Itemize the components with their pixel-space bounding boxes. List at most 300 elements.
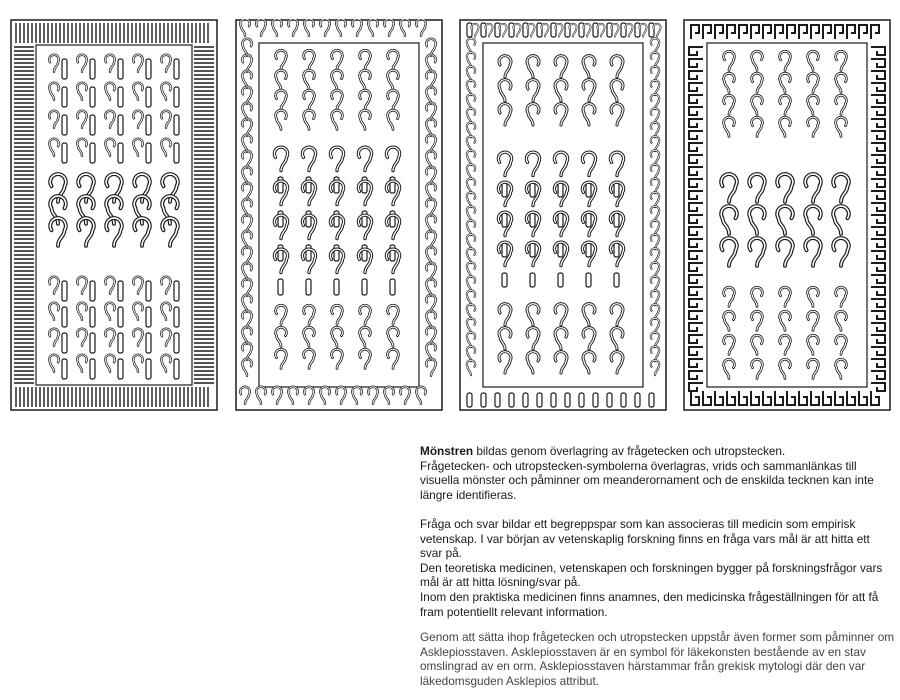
meander-segment: [871, 239, 885, 247]
question-mark-shape: [808, 311, 819, 330]
question-mark-shape: [527, 328, 539, 349]
question-mark-shape: [651, 360, 659, 375]
question-mark-shape: [242, 199, 252, 216]
question-mark-shape: [526, 152, 539, 175]
question-mark-shape: [388, 349, 399, 368]
exclamation-bar: [509, 393, 514, 407]
question-mark-shape: [467, 290, 475, 305]
meander-segment: [871, 167, 885, 175]
description-paragraph-2: [420, 517, 895, 619]
meander-segment: [689, 203, 703, 211]
meander-segment: [847, 391, 855, 405]
exclamation-bar: [481, 393, 486, 407]
question-mark-shape: [105, 303, 115, 320]
exclamation-bar: [146, 281, 151, 301]
meander-segment: [775, 25, 783, 39]
meander-segment: [835, 391, 843, 405]
question-mark-shape: [304, 90, 315, 109]
question-mark-shape: [426, 183, 436, 200]
question-mark-shape: [651, 290, 659, 305]
question-mark-shape: [611, 304, 623, 325]
question-mark-shape: [583, 304, 595, 325]
exclamation-bar: [90, 143, 95, 163]
question-mark-shape: [651, 164, 659, 179]
exclamation-bar: [90, 115, 95, 135]
question-mark-shape: [467, 262, 475, 277]
question-mark-shape: [752, 311, 763, 330]
question-mark-shape: [721, 206, 737, 234]
question-mark-shape: [721, 238, 737, 266]
question-mark-shape: [499, 56, 511, 77]
exclamation-bar: [146, 333, 151, 353]
question-mark-shape: [105, 139, 115, 156]
question-mark-shape: [610, 152, 623, 175]
meander-segment: [871, 203, 885, 211]
question-mark-shape: [388, 110, 399, 129]
question-mark-shape: [276, 70, 287, 89]
exclamation-bar: [118, 333, 123, 353]
question-mark-shape: [49, 83, 59, 100]
question-mark-shape: [133, 139, 143, 156]
exclamation-bar: [621, 393, 626, 407]
question-mark-shape: [752, 73, 763, 92]
question-mark-shape: [360, 110, 371, 129]
question-mark-shape: [836, 359, 847, 378]
meander-segment: [703, 25, 711, 39]
exclamation-bar: [390, 177, 395, 193]
exclamation-bar: [118, 281, 123, 301]
meander-segment: [811, 391, 819, 405]
question-mark-shape: [426, 135, 436, 152]
question-mark-shape: [242, 295, 252, 312]
question-mark-shape: [777, 238, 793, 266]
meander-segment: [859, 391, 867, 405]
question-mark-shape: [836, 287, 847, 306]
meander-segment: [689, 359, 703, 367]
question-mark-shape: [808, 287, 819, 306]
question-mark-shape: [467, 206, 475, 221]
question-mark-shape: [242, 151, 252, 168]
question-mark-shape: [724, 335, 735, 354]
question-mark-shape: [77, 139, 87, 156]
question-mark-shape: [467, 248, 475, 263]
question-mark-shape: [105, 83, 115, 100]
meander-segment: [871, 59, 885, 67]
question-mark-shape: [426, 55, 436, 72]
question-mark-shape: [467, 52, 475, 67]
exclamation-bar: [362, 211, 367, 227]
question-mark-shape: [836, 51, 847, 70]
question-mark-shape: [77, 355, 87, 372]
question-mark-shape: [242, 103, 252, 120]
meander-segment: [727, 25, 735, 39]
meander-segment: [871, 107, 885, 115]
exclamation-bar: [586, 243, 591, 257]
question-mark-shape: [833, 238, 849, 266]
meander-segment: [763, 391, 771, 405]
question-mark-shape: [332, 327, 343, 346]
exclamation-bar: [362, 279, 367, 295]
meander-segment: [689, 143, 703, 151]
meander-segment: [823, 25, 831, 39]
question-mark-shape: [49, 303, 59, 320]
question-mark-shape: [242, 215, 252, 232]
meander-segment: [871, 119, 885, 127]
question-mark-shape: [780, 311, 791, 330]
question-mark-shape: [133, 355, 143, 372]
meander-segment: [871, 179, 885, 187]
question-mark-shape: [611, 328, 623, 349]
question-mark-shape: [332, 349, 343, 368]
question-mark-shape: [836, 311, 847, 330]
meander-segment: [689, 275, 703, 283]
question-mark-shape: [651, 108, 659, 123]
exclamation-bar: [502, 183, 507, 197]
question-mark-shape: [724, 287, 735, 306]
question-mark-shape: [161, 111, 171, 128]
question-mark-shape: [651, 52, 659, 67]
question-mark-shape: [416, 387, 426, 404]
question-mark-shape: [242, 231, 252, 248]
exclamation-bar: [551, 393, 556, 407]
question-mark-shape: [105, 329, 115, 346]
exclamation-bar: [306, 211, 311, 227]
question-mark-shape: [274, 147, 287, 170]
question-mark-shape: [651, 178, 659, 193]
exclamation-bar: [146, 359, 151, 379]
question-mark-shape: [272, 387, 282, 404]
question-mark-shape: [467, 360, 475, 375]
exclamation-bar: [62, 281, 67, 301]
exclamation-bar: [146, 143, 151, 163]
panel-frame: [11, 20, 217, 410]
question-mark-shape: [388, 327, 399, 346]
exclamation-bar: [530, 273, 535, 287]
question-mark-shape: [242, 343, 252, 360]
question-mark-shape: [368, 387, 378, 404]
question-mark-shape: [161, 139, 171, 156]
question-mark-shape: [360, 305, 371, 324]
meander-segment: [691, 391, 699, 405]
question-mark-shape: [833, 206, 849, 234]
pattern-panel-1: [10, 19, 218, 411]
question-mark-shape: [400, 387, 410, 404]
exclamation-bar: [62, 87, 67, 107]
question-mark-shape: [467, 136, 475, 151]
exclamation-bar: [558, 183, 563, 197]
question-mark-shape: [426, 311, 436, 328]
exclamation-bar: [614, 183, 619, 197]
exclamation-bar: [90, 307, 95, 327]
question-mark-shape: [242, 359, 252, 376]
question-mark-shape: [304, 110, 315, 129]
exclamation-bar: [523, 393, 528, 407]
question-mark-shape: [808, 95, 819, 114]
meander-segment: [689, 47, 703, 55]
meander-segment: [847, 25, 855, 39]
question-mark-shape: [161, 329, 171, 346]
question-mark-shape: [724, 73, 735, 92]
question-mark-shape: [320, 387, 330, 404]
meander-segment: [799, 391, 807, 405]
meander-segment: [871, 335, 885, 343]
question-mark-shape: [77, 277, 87, 294]
question-mark-shape: [805, 206, 821, 234]
question-mark-shape: [752, 51, 763, 70]
question-mark-shape: [360, 50, 371, 69]
question-mark-shape: [724, 311, 735, 330]
question-mark-shape: [780, 287, 791, 306]
question-mark-shape: [332, 70, 343, 89]
exclamation-bar: [649, 393, 654, 407]
question-mark-shape: [651, 304, 659, 319]
question-mark-shape: [467, 276, 475, 291]
question-mark-shape: [276, 90, 287, 109]
question-mark-shape: [426, 359, 436, 376]
question-mark-shape: [583, 104, 595, 125]
exclamation-bar: [390, 245, 395, 261]
meander-segment: [787, 25, 795, 39]
meander-segment: [751, 25, 759, 39]
exclamation-bar: [537, 393, 542, 407]
exclamation-bar: [334, 211, 339, 227]
question-mark-shape: [752, 287, 763, 306]
meander-segment: [787, 391, 795, 405]
question-mark-shape: [77, 55, 87, 72]
question-mark-shape: [242, 327, 252, 344]
exclamation-bar: [62, 115, 67, 135]
exclamation-bar: [495, 393, 500, 407]
question-mark-shape: [499, 104, 511, 125]
question-mark-shape: [426, 71, 436, 88]
question-mark-shape: [240, 387, 250, 404]
question-mark-shape: [467, 164, 475, 179]
question-mark-shape: [780, 335, 791, 354]
question-mark-shape: [386, 147, 399, 170]
question-mark-shape: [426, 247, 436, 264]
meander-segment: [871, 383, 885, 391]
question-mark-shape: [808, 335, 819, 354]
question-mark-shape: [426, 167, 436, 184]
exclamation-bar: [579, 393, 584, 407]
meander-segment: [871, 287, 885, 295]
question-mark-shape: [651, 80, 659, 95]
meander-segment: [689, 383, 703, 391]
question-mark-shape: [467, 108, 475, 123]
question-mark-shape: [499, 80, 511, 101]
question-mark-shape: [242, 247, 252, 264]
meander-segment: [689, 287, 703, 295]
exclamation-bar: [278, 211, 283, 227]
question-mark-shape: [527, 304, 539, 325]
question-mark-shape: [426, 119, 436, 136]
question-mark-shape: [467, 150, 475, 165]
question-mark-shape: [133, 83, 143, 100]
exclamation-bar: [502, 213, 507, 227]
question-mark-shape: [77, 111, 87, 128]
question-mark-shape: [467, 220, 475, 235]
question-mark-shape: [651, 206, 659, 221]
exclamation-bar: [146, 59, 151, 79]
question-mark-shape: [651, 276, 659, 291]
meander-segment: [871, 263, 885, 271]
question-mark-shape: [527, 352, 539, 373]
exclamation-bar: [146, 87, 151, 107]
question-mark-shape: [555, 304, 567, 325]
question-mark-shape: [161, 55, 171, 72]
exclamation-bar: [467, 393, 472, 407]
question-mark-shape: [304, 327, 315, 346]
meander-segment: [689, 191, 703, 199]
question-mark-shape: [467, 192, 475, 207]
meander-segment: [871, 227, 885, 235]
question-mark-shape: [388, 305, 399, 324]
exclamation-bar: [62, 59, 67, 79]
question-mark-shape: [304, 305, 315, 324]
question-mark-shape: [161, 303, 171, 320]
meander-segment: [689, 155, 703, 163]
question-mark-shape: [242, 263, 252, 280]
question-mark-shape: [133, 277, 143, 294]
question-mark-shape: [242, 71, 252, 88]
meander-segment: [727, 391, 735, 405]
question-mark-shape: [242, 119, 252, 136]
meander-segment: [871, 359, 885, 367]
question-mark-shape: [651, 234, 659, 249]
meander-segment: [689, 83, 703, 91]
question-mark-shape: [352, 387, 362, 404]
question-mark-shape: [554, 152, 567, 175]
question-mark-shape: [358, 147, 371, 170]
exclamation-bar: [174, 115, 179, 135]
question-mark-shape: [330, 147, 343, 170]
question-mark-shape: [49, 277, 59, 294]
question-mark-shape: [499, 304, 511, 325]
meander-segment: [715, 25, 723, 39]
question-mark-shape: [426, 231, 436, 248]
meander-segment: [689, 179, 703, 187]
meander-segment: [689, 119, 703, 127]
meander-segment: [871, 311, 885, 319]
meander-segment: [691, 25, 699, 39]
exclamation-bar: [306, 279, 311, 295]
exclamation-bar: [278, 279, 283, 295]
meander-segment: [689, 239, 703, 247]
description-paragraph-3: [420, 630, 895, 688]
question-mark-shape: [724, 51, 735, 70]
exclamation-bar: [565, 393, 570, 407]
question-mark-shape: [805, 238, 821, 266]
meander-segment: [689, 215, 703, 223]
question-mark-shape: [49, 355, 59, 372]
question-mark-shape: [426, 327, 436, 344]
exclamation-bar: [174, 87, 179, 107]
exclamation-bar: [530, 243, 535, 257]
meander-segment: [871, 371, 885, 379]
question-mark-shape: [808, 73, 819, 92]
exclamation-bar: [174, 333, 179, 353]
exclamation-bar: [586, 183, 591, 197]
question-mark-shape: [426, 103, 436, 120]
question-mark-shape: [721, 174, 737, 202]
meander-segment: [871, 391, 879, 405]
question-mark-shape: [105, 55, 115, 72]
meander-segment: [871, 143, 885, 151]
exclamation-bar: [62, 143, 67, 163]
question-mark-shape: [161, 83, 171, 100]
exclamation-bar: [118, 143, 123, 163]
exclamation-bar: [90, 359, 95, 379]
question-mark-shape: [242, 39, 252, 56]
question-mark-shape: [388, 90, 399, 109]
meander-segment: [689, 335, 703, 343]
meander-segment: [689, 299, 703, 307]
question-mark-shape: [724, 359, 735, 378]
exclamation-bar: [118, 87, 123, 107]
exclamation-bar: [635, 393, 640, 407]
meander-segment: [871, 251, 885, 259]
question-mark-shape: [133, 329, 143, 346]
meander-segment: [871, 215, 885, 223]
exclamation-bar: [586, 213, 591, 227]
question-mark-shape: [651, 248, 659, 263]
question-mark-shape: [467, 234, 475, 249]
exclamation-bar: [174, 143, 179, 163]
question-mark-shape: [426, 215, 436, 232]
meander-segment: [775, 391, 783, 405]
meander-segment: [871, 83, 885, 91]
exclamation-bar: [174, 281, 179, 301]
question-mark-shape: [242, 55, 252, 72]
exclamation-bar: [558, 243, 563, 257]
question-mark-shape: [77, 83, 87, 100]
exclamation-bar: [614, 273, 619, 287]
exclamation-bar: [390, 279, 395, 295]
question-mark-shape: [651, 318, 659, 333]
question-mark-shape: [651, 136, 659, 151]
question-mark-shape: [611, 56, 623, 77]
question-mark-shape: [555, 352, 567, 373]
question-mark-shape: [499, 328, 511, 349]
question-mark-shape: [555, 56, 567, 77]
meander-segment: [871, 323, 885, 331]
question-mark-shape: [527, 56, 539, 77]
question-mark-shape: [388, 70, 399, 89]
question-mark-shape: [49, 111, 59, 128]
description-line: Inom den praktiska medicinen finns anamnes, den medicinska frågeställningen för att få fram potentiellt relevant information.: [420, 589, 879, 619]
question-mark-shape: [780, 95, 791, 114]
exclamation-bar: [62, 333, 67, 353]
question-mark-shape: [332, 305, 343, 324]
question-mark-shape: [242, 135, 252, 152]
exclamation-bar: [586, 273, 591, 287]
meander-segment: [689, 167, 703, 175]
question-mark-shape: [467, 304, 475, 319]
question-mark-shape: [467, 318, 475, 333]
exclamation-bar: [118, 307, 123, 327]
question-mark-shape: [105, 111, 115, 128]
question-mark-shape: [384, 387, 394, 404]
exclamation-bar: [334, 279, 339, 295]
question-mark-shape: [836, 335, 847, 354]
question-mark-shape: [426, 343, 436, 360]
question-mark-shape: [780, 51, 791, 70]
question-mark-shape: [467, 178, 475, 193]
question-mark-shape: [426, 151, 436, 168]
question-mark-shape: [360, 349, 371, 368]
question-mark-shape: [242, 311, 252, 328]
exclamation-bar: [62, 359, 67, 379]
